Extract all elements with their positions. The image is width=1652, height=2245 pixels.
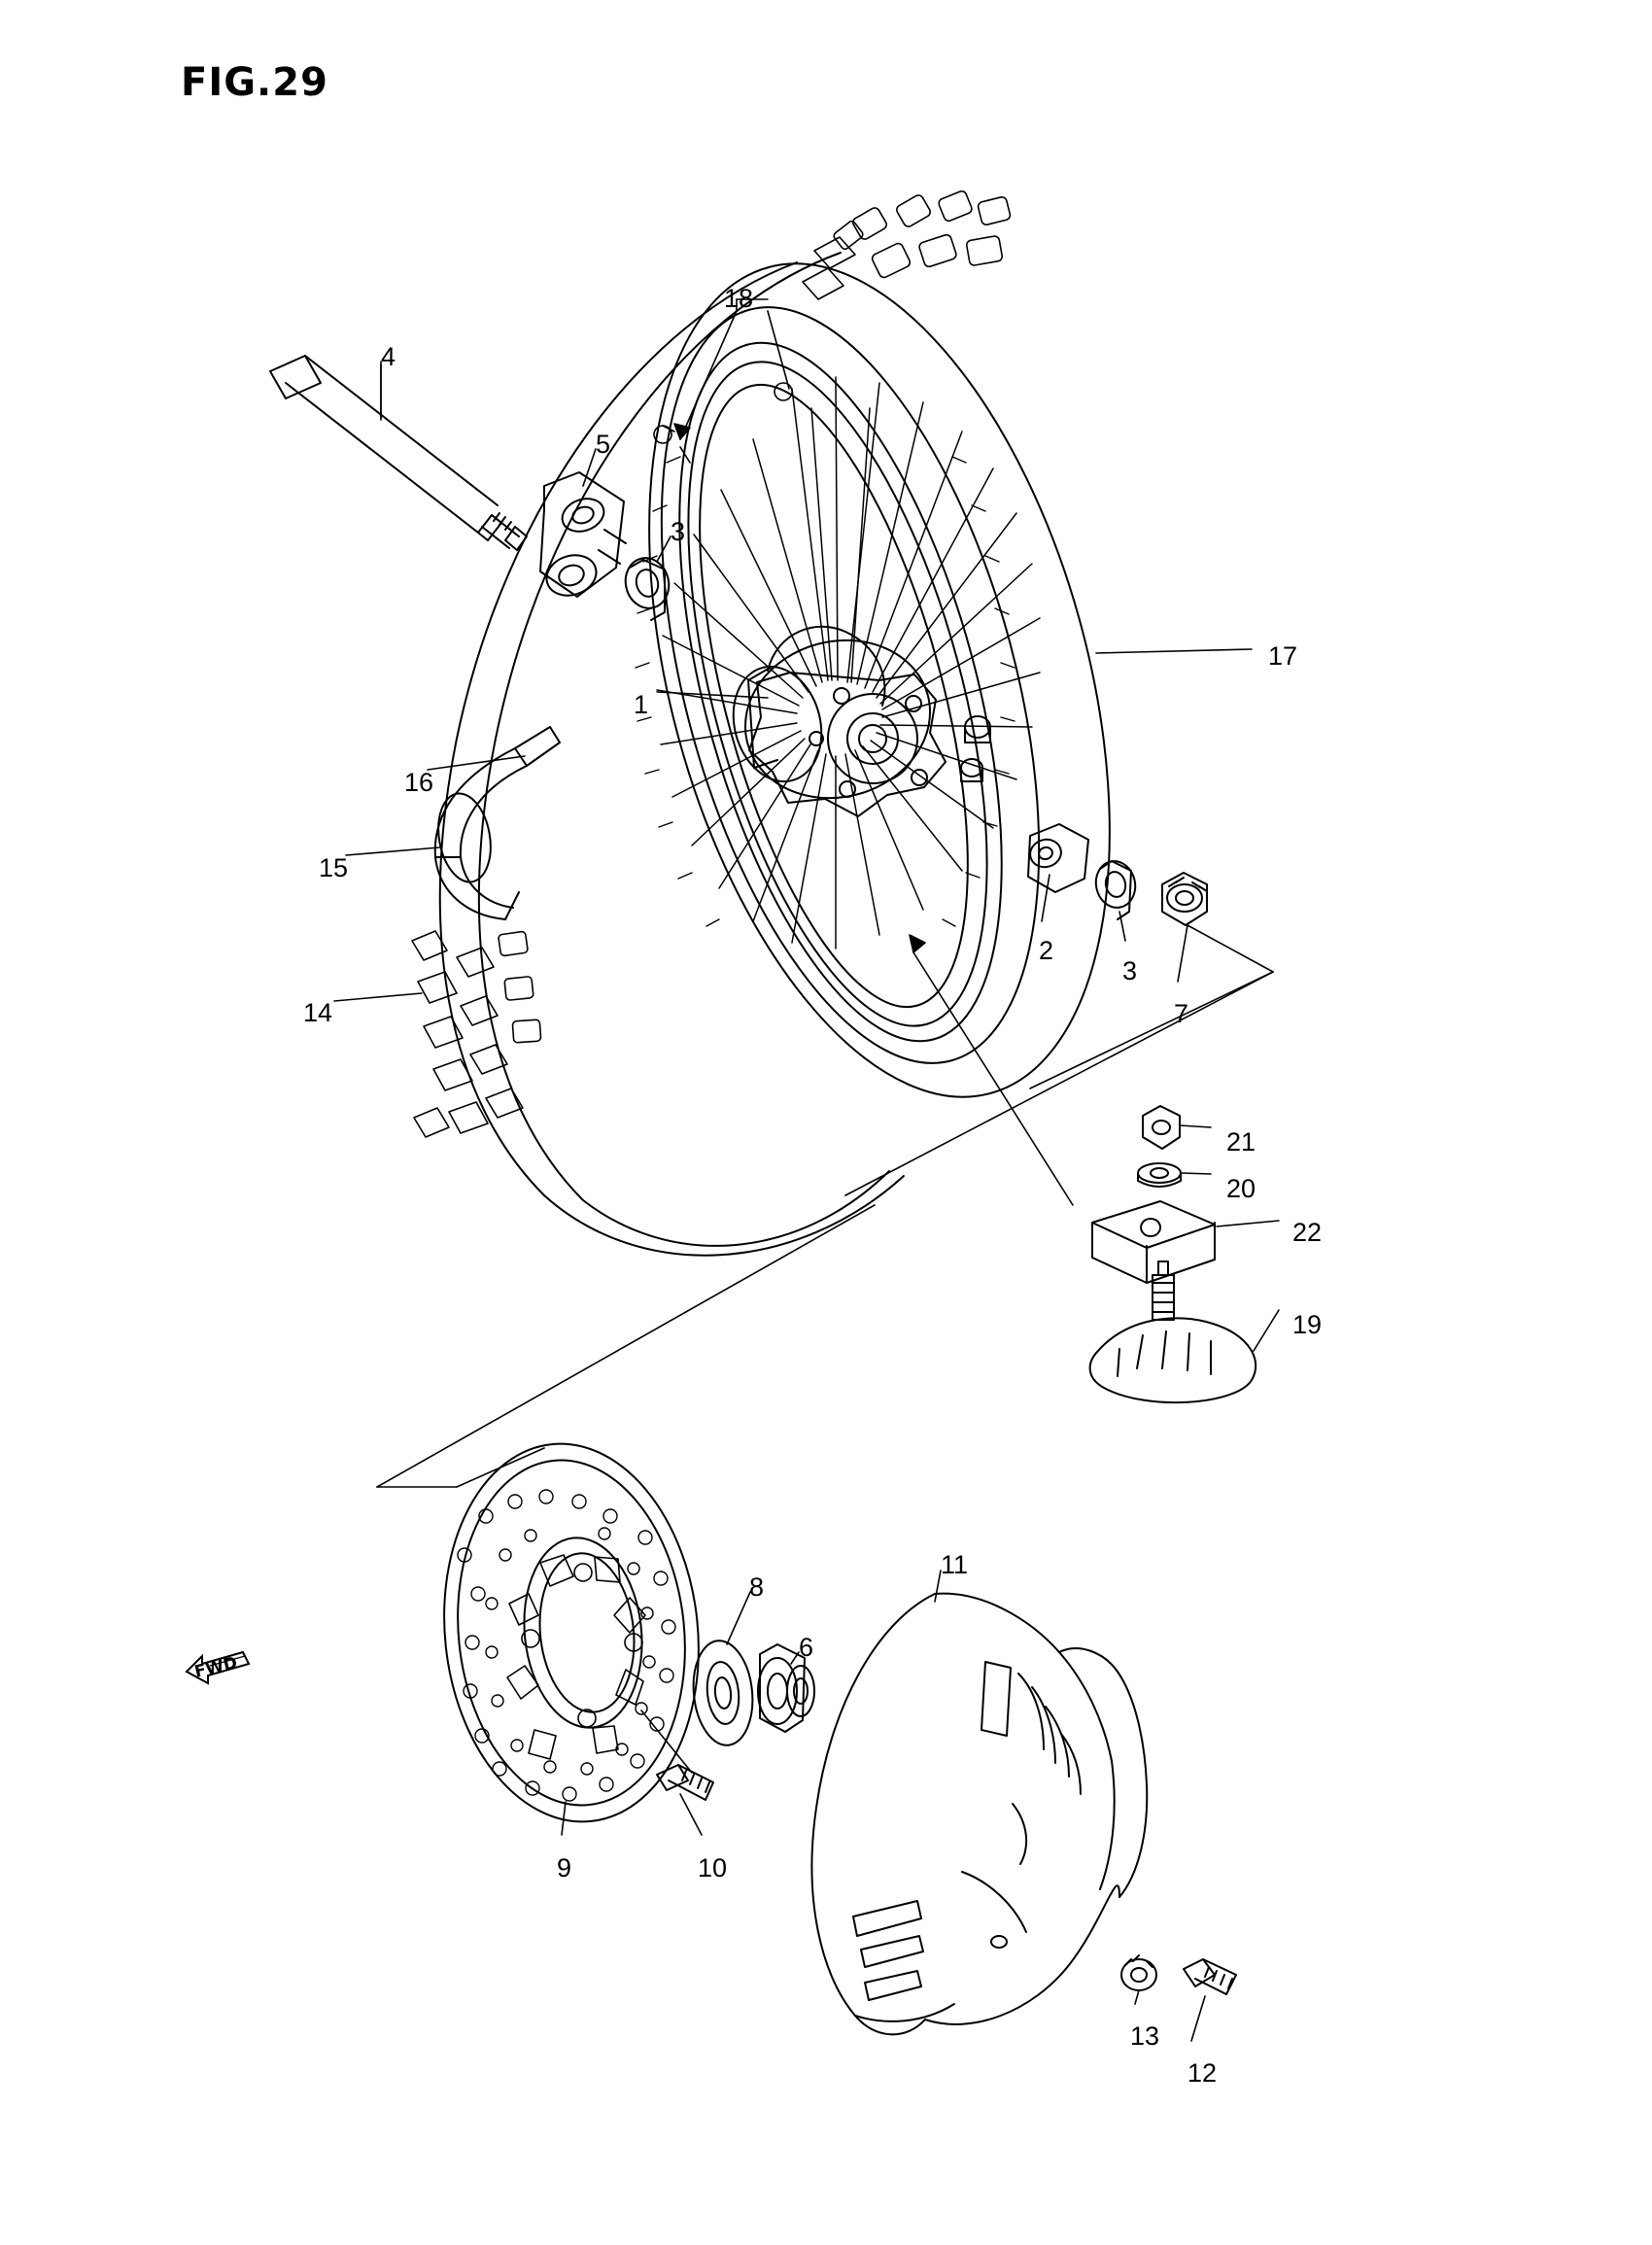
callout-13: 13 — [1130, 2021, 1160, 2051]
callout-18: 18 — [724, 284, 754, 313]
callout-3: 3 — [671, 517, 686, 546]
part-9-brake-disc — [426, 1431, 716, 1834]
callout-16: 16 — [404, 768, 434, 797]
part-11-front-fender — [811, 1594, 1147, 2035]
figure-title: FIG.29 — [181, 60, 328, 105]
callout-3: 3 — [1122, 956, 1138, 985]
tire-outline — [440, 213, 1192, 1255]
callout-1: 1 — [634, 690, 649, 719]
callout-20: 20 — [1226, 1174, 1256, 1203]
callout-21: 21 — [1226, 1127, 1256, 1157]
callout-11: 11 — [941, 1550, 969, 1579]
callout-9: 9 — [557, 1853, 572, 1882]
part-2-spacer — [1027, 824, 1088, 892]
callout-7: 7 — [1174, 999, 1189, 1028]
part-12-bolt — [1184, 1959, 1236, 1994]
callout-6: 6 — [799, 1633, 814, 1662]
callout-4: 4 — [381, 342, 396, 371]
callout-8: 8 — [749, 1572, 765, 1602]
callout-10: 10 — [698, 1853, 728, 1882]
callout-17: 17 — [1268, 641, 1298, 671]
wheel-spokes — [657, 377, 1040, 949]
part-21-nut — [1143, 1106, 1180, 1149]
tire-tread-left — [412, 931, 541, 1137]
callout-5: 5 — [596, 430, 611, 459]
part-7-nut — [1162, 873, 1207, 925]
leader-lines — [334, 299, 1279, 2041]
tire-tread-top — [803, 190, 1011, 299]
rim-nipples — [636, 457, 1015, 926]
part-20-washer — [1138, 1163, 1181, 1187]
fwd-label: FWD — [192, 1653, 240, 1682]
callout-15: 15 — [319, 853, 349, 882]
part-22-rim-lock — [1092, 1201, 1215, 1283]
part-4-axle — [270, 356, 527, 550]
callout-19: 19 — [1292, 1310, 1323, 1339]
part-19-valve-flap — [1090, 1261, 1256, 1402]
part-10-screw — [657, 1765, 713, 1800]
part-5-collar — [540, 472, 626, 602]
part-15-16-rim-band — [431, 727, 560, 919]
callout-12: 12 — [1187, 2058, 1218, 2088]
part-3-bearing-right — [1091, 857, 1139, 919]
callout-22: 22 — [1292, 1218, 1323, 1247]
part-13-washer — [1121, 1955, 1156, 1990]
callout-2: 2 — [1039, 936, 1054, 965]
fwd-direction-marker — [181, 1642, 257, 1699]
callout-14: 14 — [303, 998, 333, 1027]
